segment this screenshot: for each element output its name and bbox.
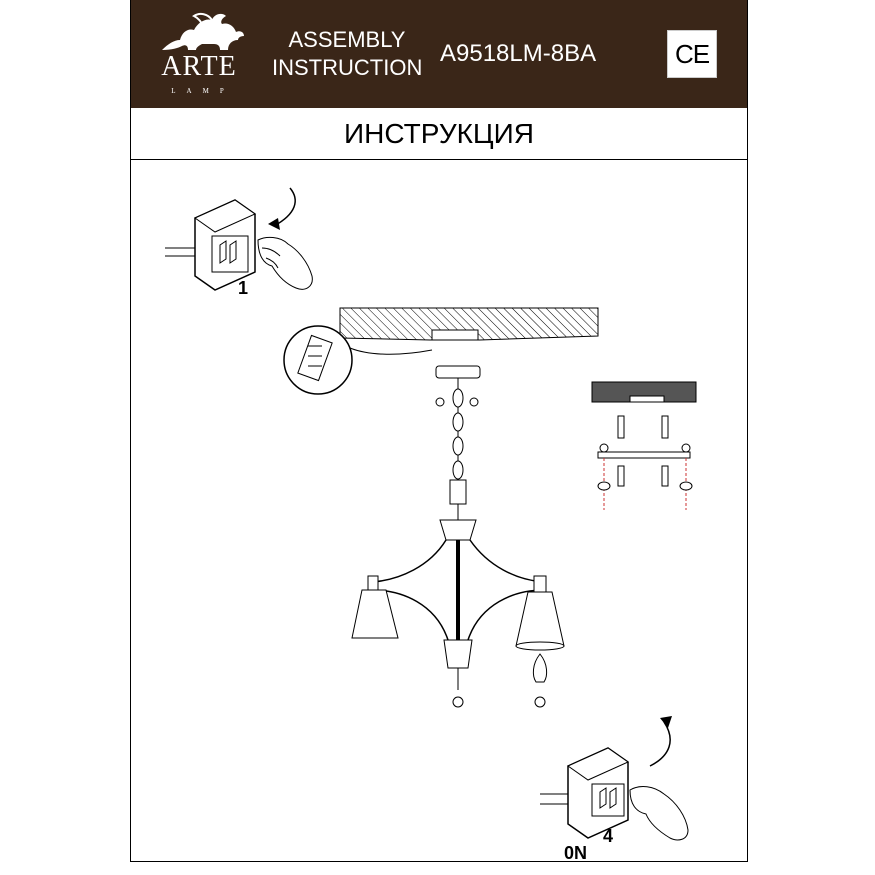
ceiling-mount-icon <box>592 382 696 458</box>
brand-subtitle: LAMP <box>171 87 235 95</box>
curved-arrow-icon <box>650 716 672 766</box>
wall-switch-icon <box>540 748 628 838</box>
model-number: A9518LM-8BA <box>440 40 597 67</box>
page-title: ИНСТРУКЦИЯ <box>131 108 747 160</box>
hand-press-icon <box>258 237 312 289</box>
wall-switch-icon <box>165 200 255 290</box>
brand-name: ARTE <box>161 51 237 82</box>
ceiling-slab <box>340 308 598 340</box>
assembly-line-1: ASSEMBLY <box>288 27 406 52</box>
power-on-label: 0N <box>564 843 588 863</box>
hand-press-icon <box>630 787 688 840</box>
screw-icon <box>598 416 692 510</box>
step-1-number: 1 <box>238 278 249 298</box>
ce-mark-icon: CE <box>667 30 717 78</box>
curved-arrow-icon <box>268 188 295 230</box>
step-4-number: 4 <box>603 826 614 846</box>
assembly-line-2: INSTRUCTION <box>272 55 423 80</box>
chandelier-icon <box>352 366 564 707</box>
bulb-icon <box>533 654 546 707</box>
